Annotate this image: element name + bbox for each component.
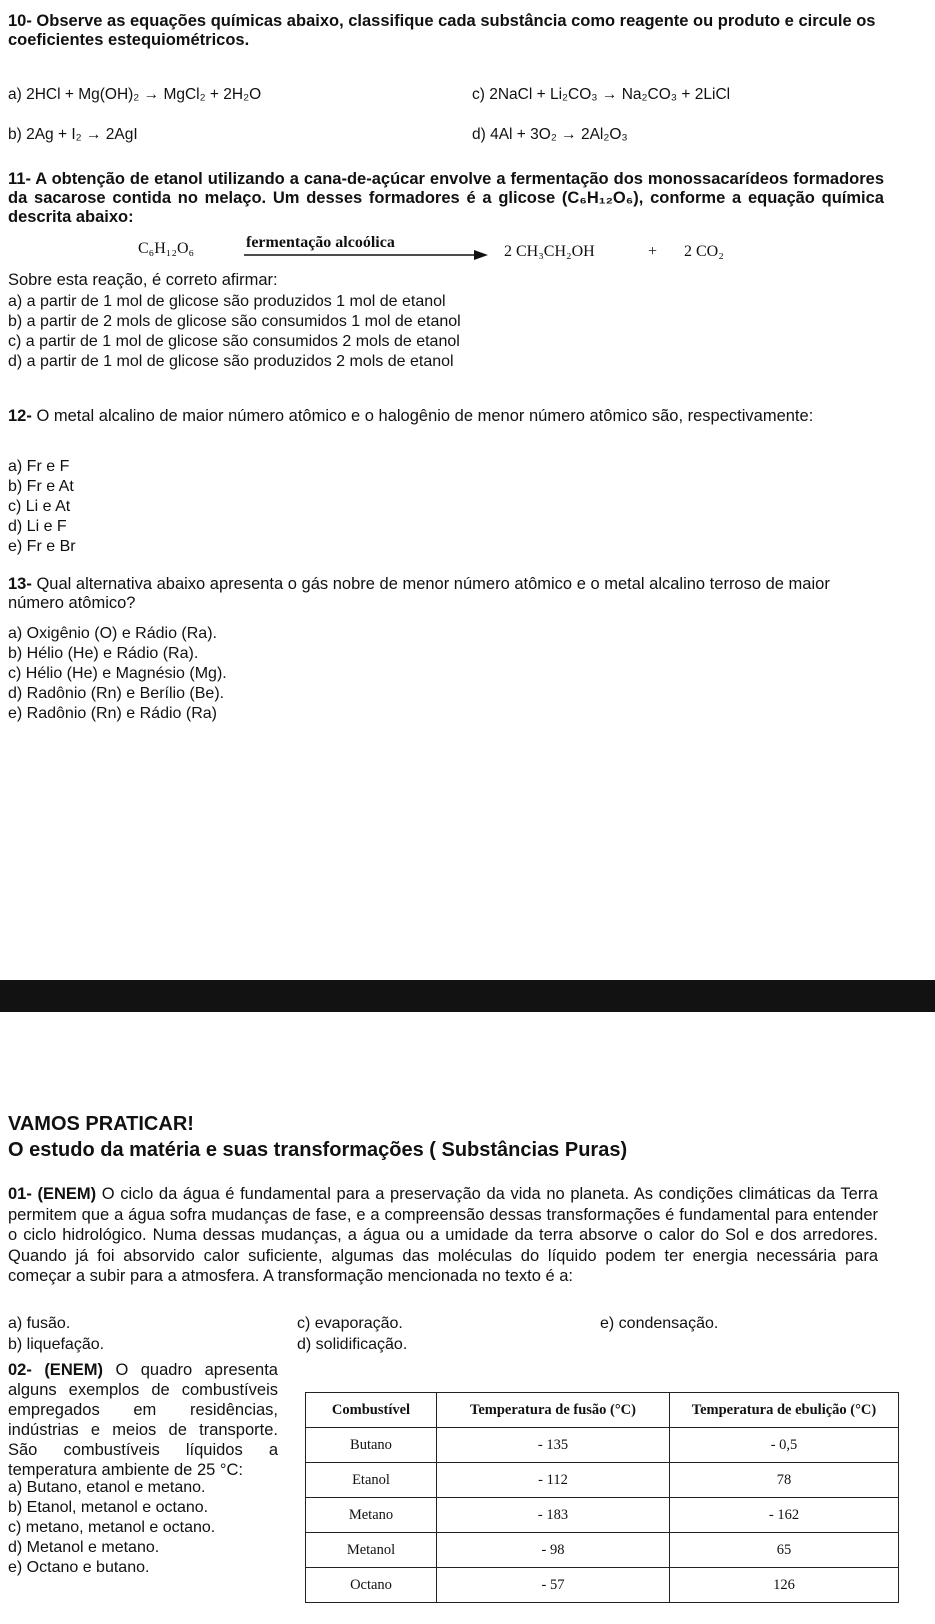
column-header-melting-point: Temperatura de fusão (°C) — [437, 1393, 670, 1428]
option-b[interactable]: b) Fr e At — [8, 478, 74, 495]
cell-boiling: 65 — [670, 1533, 899, 1568]
option-a[interactable]: a) a partir de 1 mol de glicose são produzidos 1 mol de etanol — [8, 293, 446, 310]
question-13-number: 13- — [8, 575, 32, 593]
option-a[interactable]: a) Oxigênio (O) e Rádio (Ra). — [8, 625, 217, 642]
cell-boiling: 126 — [670, 1568, 899, 1603]
option-d[interactable]: d) Metanol e metano. — [8, 1539, 160, 1556]
question-02-number: 02- (ENEM) — [8, 1361, 103, 1379]
equation-b: b) 2Ag + I₂ → 2AgI — [8, 126, 138, 143]
option-c[interactable]: c) Hélio (He) e Magnésio (Mg). — [8, 665, 227, 682]
option-e[interactable]: e) condensação. — [600, 1315, 719, 1332]
option-b[interactable]: b) Etanol, metanol e octano. — [8, 1499, 209, 1516]
option-a[interactable]: a) Fr e F — [8, 458, 70, 475]
question-02 — [8, 1360, 278, 1480]
option-a[interactable]: a) Butano, etanol e metano. — [8, 1479, 206, 1496]
reaction-product-ethanol: 2 CH₃CH₂OH — [504, 243, 595, 260]
equation-c: c) 2NaCl + Li₂CO₃ → Na₂CO₃ + 2LiCl — [472, 86, 731, 103]
column-header-fuel: Combustível — [306, 1393, 437, 1428]
cell-melting: - 112 — [437, 1463, 670, 1498]
question-12-number: 12- — [8, 407, 32, 425]
table-row — [306, 1568, 899, 1603]
question-12-options — [8, 457, 76, 557]
option-b[interactable]: b) liquefação. — [8, 1336, 105, 1353]
option-c[interactable]: c) metano, metanol e octano. — [8, 1519, 216, 1536]
option-e[interactable]: e) Radônio (Rn) e Rádio (Ra) — [8, 705, 217, 722]
cell-fuel: Octano — [306, 1568, 437, 1603]
question-01 — [8, 1184, 878, 1287]
option-b[interactable]: b) Hélio (He) e Rádio (Ra). — [8, 645, 199, 662]
option-b[interactable]: b) a partir de 2 mols de glicose são consumidos 1 mol de etanol — [8, 313, 461, 330]
reaction-product-co2: 2 CO₂ — [684, 243, 724, 260]
cell-boiling: - 0,5 — [670, 1428, 899, 1463]
question-02-text: O quadro apresenta alguns exemplos de combustíveis empregados em residências, indústrias e meios de transporte. São combustíveis líquidos a temperatura ambiente de 25 °C: — [8, 1361, 278, 1479]
practice-heading: VAMOS PRATICAR! — [8, 1113, 194, 1135]
reaction-arrow — [244, 248, 488, 262]
question-10-title: 10- Observe as equações químicas abaixo, classifique cada substância como reagente ou produto e circule os coeficientes estequiométricos. — [8, 12, 876, 49]
question-13-text: Qual alternativa abaixo apresenta o gás nobre de menor número atômico e o metal alcalino terroso de maior número atômico? — [8, 575, 830, 612]
cell-boiling: - 162 — [670, 1498, 899, 1533]
cell-fuel: Metanol — [306, 1533, 437, 1568]
cell-melting: - 57 — [437, 1568, 670, 1603]
question-11-options — [8, 292, 461, 372]
fuel-table — [305, 1392, 899, 1603]
cell-melting: - 183 — [437, 1498, 670, 1533]
reaction-arrow-label: fermentação alcoólica — [246, 234, 395, 251]
option-a[interactable]: a) fusão. — [8, 1315, 71, 1332]
question-12-text: O metal alcalino de maior número atômico e o halogênio de menor número atômico são, respectivamente: — [36, 407, 814, 425]
option-d[interactable]: d) Radônio (Rn) e Berílio (Be). — [8, 685, 225, 702]
table-row — [306, 1428, 899, 1463]
question-12-title — [8, 407, 878, 426]
option-e[interactable]: e) Fr e Br — [8, 538, 76, 555]
reaction-plus: + — [648, 243, 658, 260]
option-d[interactable]: d) solidificação. — [297, 1336, 408, 1353]
practice-subheading: O estudo da matéria e suas transformações ( Substâncias Puras) — [8, 1139, 628, 1161]
table-header-row — [306, 1393, 899, 1428]
option-d[interactable]: d) Li e F — [8, 518, 67, 535]
cell-melting: - 98 — [437, 1533, 670, 1568]
cell-melting: - 135 — [437, 1428, 670, 1463]
option-c[interactable]: c) Li e At — [8, 498, 71, 515]
question-13-title — [8, 575, 880, 613]
table-row — [306, 1498, 899, 1533]
equation-a: a) 2HCl + Mg(OH)₂ → MgCl₂ + 2H₂O — [8, 86, 262, 103]
option-e[interactable]: e) Octano e butano. — [8, 1559, 150, 1576]
option-d[interactable]: d) a partir de 1 mol de glicose são produzidos 2 mols de etanol — [8, 353, 454, 370]
reaction-reactant: C₆H₁₂O₆ — [138, 240, 195, 257]
column-header-boiling-point: Temperatura de ebulição (°C) — [670, 1393, 899, 1428]
table-row — [306, 1533, 899, 1568]
cell-fuel: Etanol — [306, 1463, 437, 1498]
cell-boiling: 78 — [670, 1463, 899, 1498]
cell-fuel: Metano — [306, 1498, 437, 1533]
equation-d: d) 4Al + 3O₂ → 2Al₂O₃ — [472, 126, 628, 143]
question-02-options — [8, 1478, 215, 1578]
cell-fuel: Butano — [306, 1428, 437, 1463]
question-01-number: 01- (ENEM) — [8, 1185, 97, 1203]
option-c[interactable]: c) evaporação. — [297, 1315, 403, 1332]
page-separator-bar — [0, 980, 935, 1012]
question-13-options — [8, 624, 227, 724]
option-c[interactable]: c) a partir de 1 mol de glicose são consumidos 2 mols de etanol — [8, 333, 460, 350]
table-row — [306, 1463, 899, 1498]
question-11-prompt: Sobre esta reação, é correto afirmar: — [8, 271, 278, 289]
question-01-text: O ciclo da água é fundamental para a preservação da vida no planeta. As condições climáticas da Terra permitem que a água sofra mudanças de fase, e a compreensão dessas transformações é fundamental para entender o ciclo hidrológico. Numa dessas mudanças, a água ou a umidade da terra absorve o calor do Sol e dos arredores. Quando já foi absorvido calor suficiente, algumas das moléculas do líquido podem ter energia necessária para começar a subir para a atmosfera. A transformação mencionada no texto é a: — [8, 1185, 878, 1285]
question-11-title: 11- A obtenção de etanol utilizando a cana-de-açúcar envolve a fermentação dos monossacarídeos formadores da sacarose contida no melaço. Um desses formadores é a glicose (C₆H₁₂O₆), conforme a equação química descrita abaixo: — [8, 170, 884, 226]
